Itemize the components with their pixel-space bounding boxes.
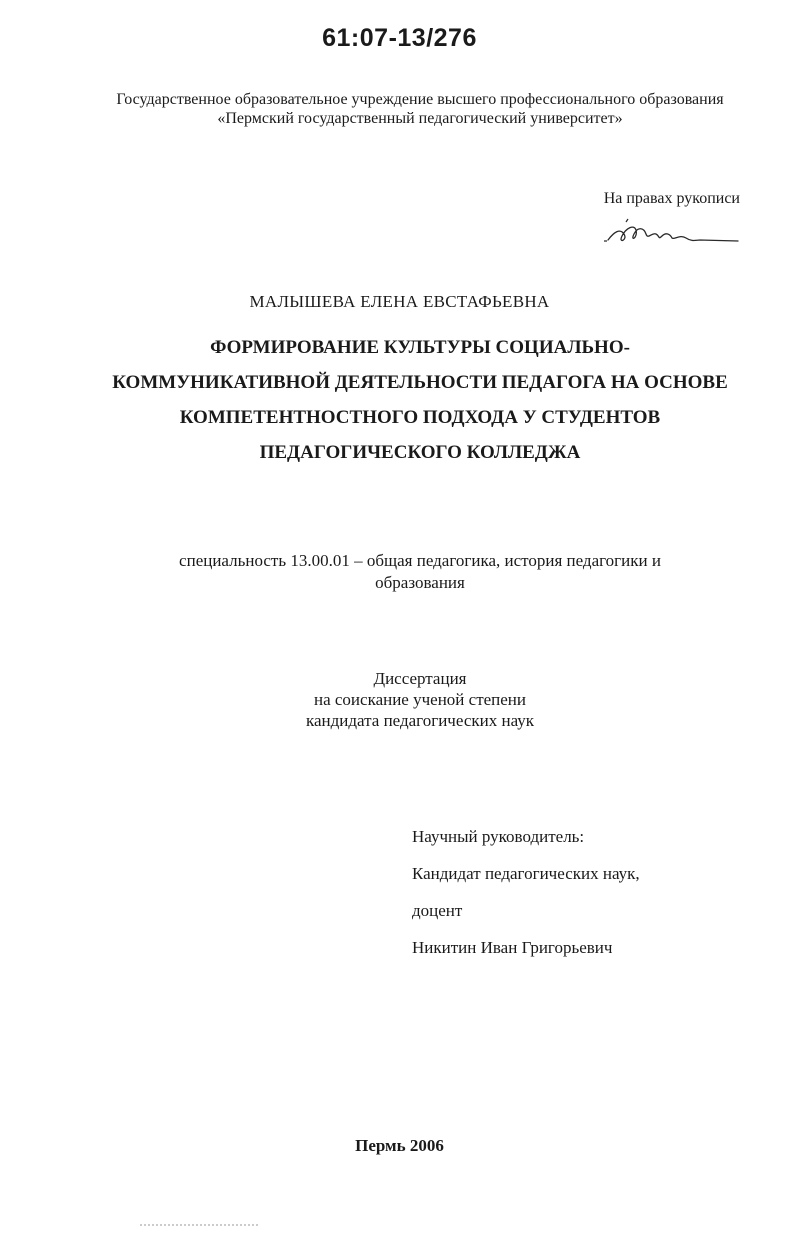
advisor-title: доцент <box>412 901 463 920</box>
document-code: 61:07-13/276 <box>322 24 477 52</box>
title-line: КОММУНИКАТИВНОЙ ДЕЯТЕЛЬНОСТИ ПЕДАГОГА НА ОСНОВЕ <box>112 372 728 393</box>
dissertation-label: Диссертация <box>373 669 467 688</box>
institution-line-1: Государственное образовательное учреждение высшего профессионального образования <box>116 91 724 108</box>
dissertation-type-block <box>80 668 760 731</box>
institution-block <box>60 90 780 128</box>
advisor-block <box>412 818 772 966</box>
advisor-name: Никитин Иван Григорьевич <box>412 938 613 957</box>
rights-notice: На правах рукописи <box>603 190 740 207</box>
title-line: ПЕДАГОГИЧЕСКОГО КОЛЛЕДЖА <box>259 442 581 463</box>
city-year: Пермь 2006 <box>355 1136 444 1155</box>
title-line: КОМПЕТЕНТНОСТНОГО ПОДХОДА У СТУДЕНТОВ <box>179 407 661 428</box>
scan-artifact-line <box>140 1224 260 1226</box>
author-name: МАЛЫШЕВА ЕЛЕНА ЕВСТАФЬЕВНА <box>249 292 550 311</box>
advisor-role: Научный руководитель: <box>412 827 585 846</box>
title-line: ФОРМИРОВАНИЕ КУЛЬТУРЫ СОЦИАЛЬНО- <box>210 337 630 358</box>
signature-image <box>600 212 740 252</box>
degree-name: кандидата педагогических наук <box>305 711 535 730</box>
specialty-block <box>80 550 760 594</box>
advisor-degree: Кандидат педагогических наук, <box>412 864 640 883</box>
degree-purpose: на соискание ученой степени <box>313 690 527 709</box>
specialty-line-1: специальность 13.00.01 – общая педагогика, история педагогики и <box>179 551 661 570</box>
dissertation-title <box>80 330 760 470</box>
specialty-line-2: образования <box>375 573 465 592</box>
institution-line-2: «Пермский государственный педагогический университет» <box>217 110 623 127</box>
